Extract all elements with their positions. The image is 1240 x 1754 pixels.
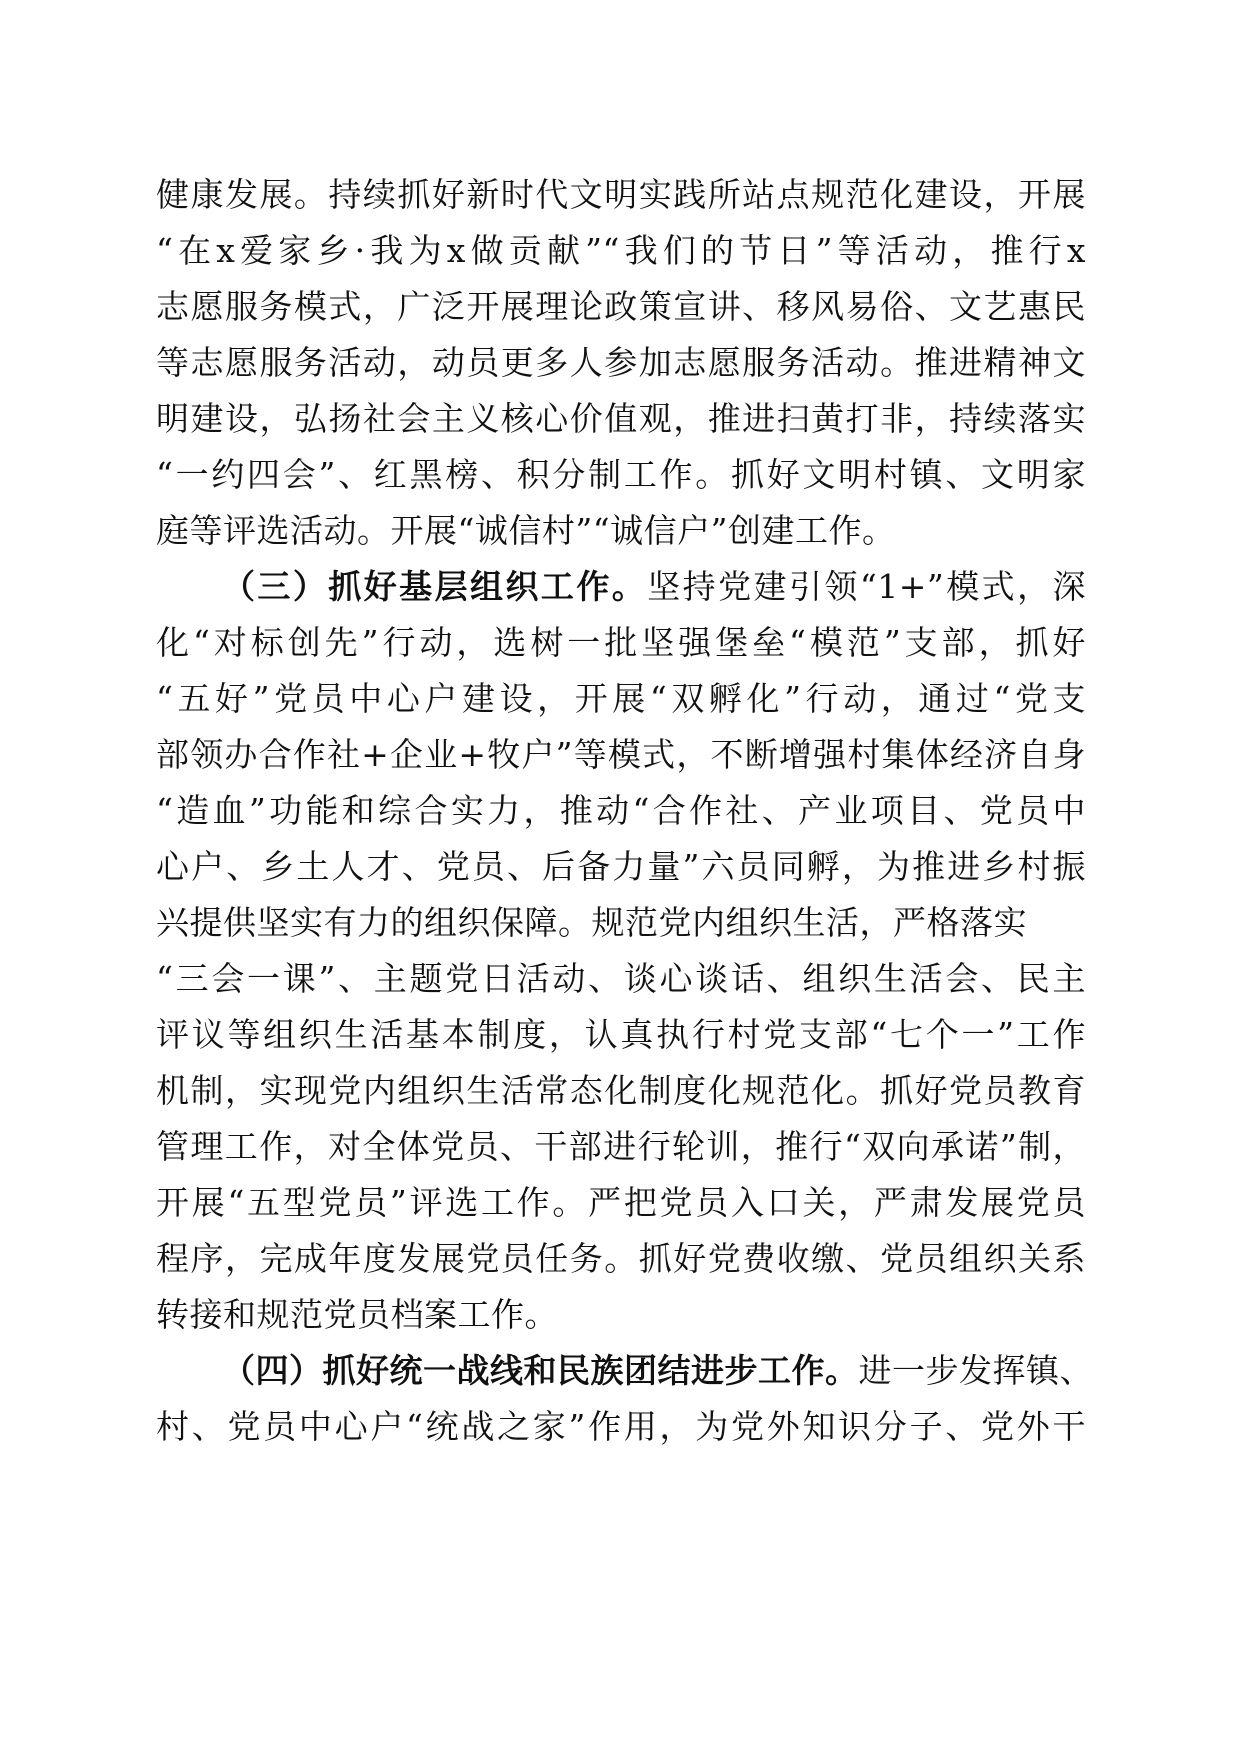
section-4-heading: （四）抓好统一战线和民族团结进步工作。 — [222, 1351, 859, 1390]
paragraph-line: “三会一课”、主题党日活动、谈心谈话、组织生活会、民主 — [156, 959, 1086, 998]
paragraph-line: 转接和规范党员档案工作。 — [156, 1295, 558, 1334]
paragraph-line: 部领办合作社+企业+牧户”等模式，不断增强村集体经济自身 — [156, 735, 1086, 774]
paragraph-line: “五好”党员中心户建设，开展“双孵化”行动，通过“党支 — [156, 679, 1086, 718]
paragraph-line: “一约四会”、红黑榜、积分制工作。抓好文明村镇、文明家 — [156, 455, 1086, 494]
paragraph-line: 开展“五型党员”评选工作。严把党员入口关，严肃发展党员 — [156, 1183, 1086, 1222]
paragraph-line: 心户、乡土人才、党员、后备力量”六员同孵，为推进乡村振 — [156, 847, 1086, 886]
paragraph-line: 兴提供坚实有力的组织保障。规范党内组织生活，严格落实 — [156, 903, 1027, 942]
paragraph-line: “造血”功能和综合实力，推动“合作社、产业项目、党员中 — [156, 791, 1086, 830]
paragraph-line: 机制，实现党内组织生活常态化制度化规范化。抓好党员教育 — [156, 1071, 1086, 1110]
paragraph-line: 等志愿服务活动，动员更多人参加志愿服务活动。推进精神文 — [156, 343, 1086, 382]
section-3-heading: （三）抓好基层组织工作。 — [222, 567, 648, 606]
paragraph-line: 村、党员中心户“统战之家”作用，为党外知识分子、党外干 — [156, 1407, 1086, 1446]
paragraph-line: 程序，完成年度发展党员任务。抓好党费收缴、党员组织关系 — [156, 1239, 1086, 1278]
paragraph-line: 明建设，弘扬社会主义核心价值观，推进扫黄打非，持续落实 — [156, 399, 1086, 438]
section-4-first-line — [222, 1346, 1093, 1396]
paragraph-line: 管理工作，对全体党员、干部进行轮训，推行“双向承诺”制， — [156, 1127, 1086, 1166]
paragraph-line: 评议等组织生活基本制度，认真执行村党支部“七个一”工作 — [156, 1015, 1086, 1054]
paragraph-line: 健康发展。持续抓好新时代文明实践所站点规范化建设，开展 — [156, 175, 1086, 214]
paragraph-line: 志愿服务模式，广泛开展理论政策宣讲、移风易俗、文艺惠民 — [156, 287, 1086, 326]
section-3-first-line — [222, 562, 1086, 612]
paragraph-line: “在x爱家乡·我为x做贡献”“我们的节日”等活动，推行x — [156, 231, 1086, 270]
section-3-first-line-text: 坚持党建引领“1+”模式，深 — [647, 567, 1087, 606]
paragraph-line: 庭等评选活动。开展“诚信村”“诚信户”创建工作。 — [156, 511, 896, 550]
section-4-first-line-text: 进一步发挥镇、 — [858, 1351, 1093, 1390]
paragraph-line: 化“对标创先”行动，选树一批坚强堡垒“模范”支部，抓好 — [156, 623, 1086, 662]
